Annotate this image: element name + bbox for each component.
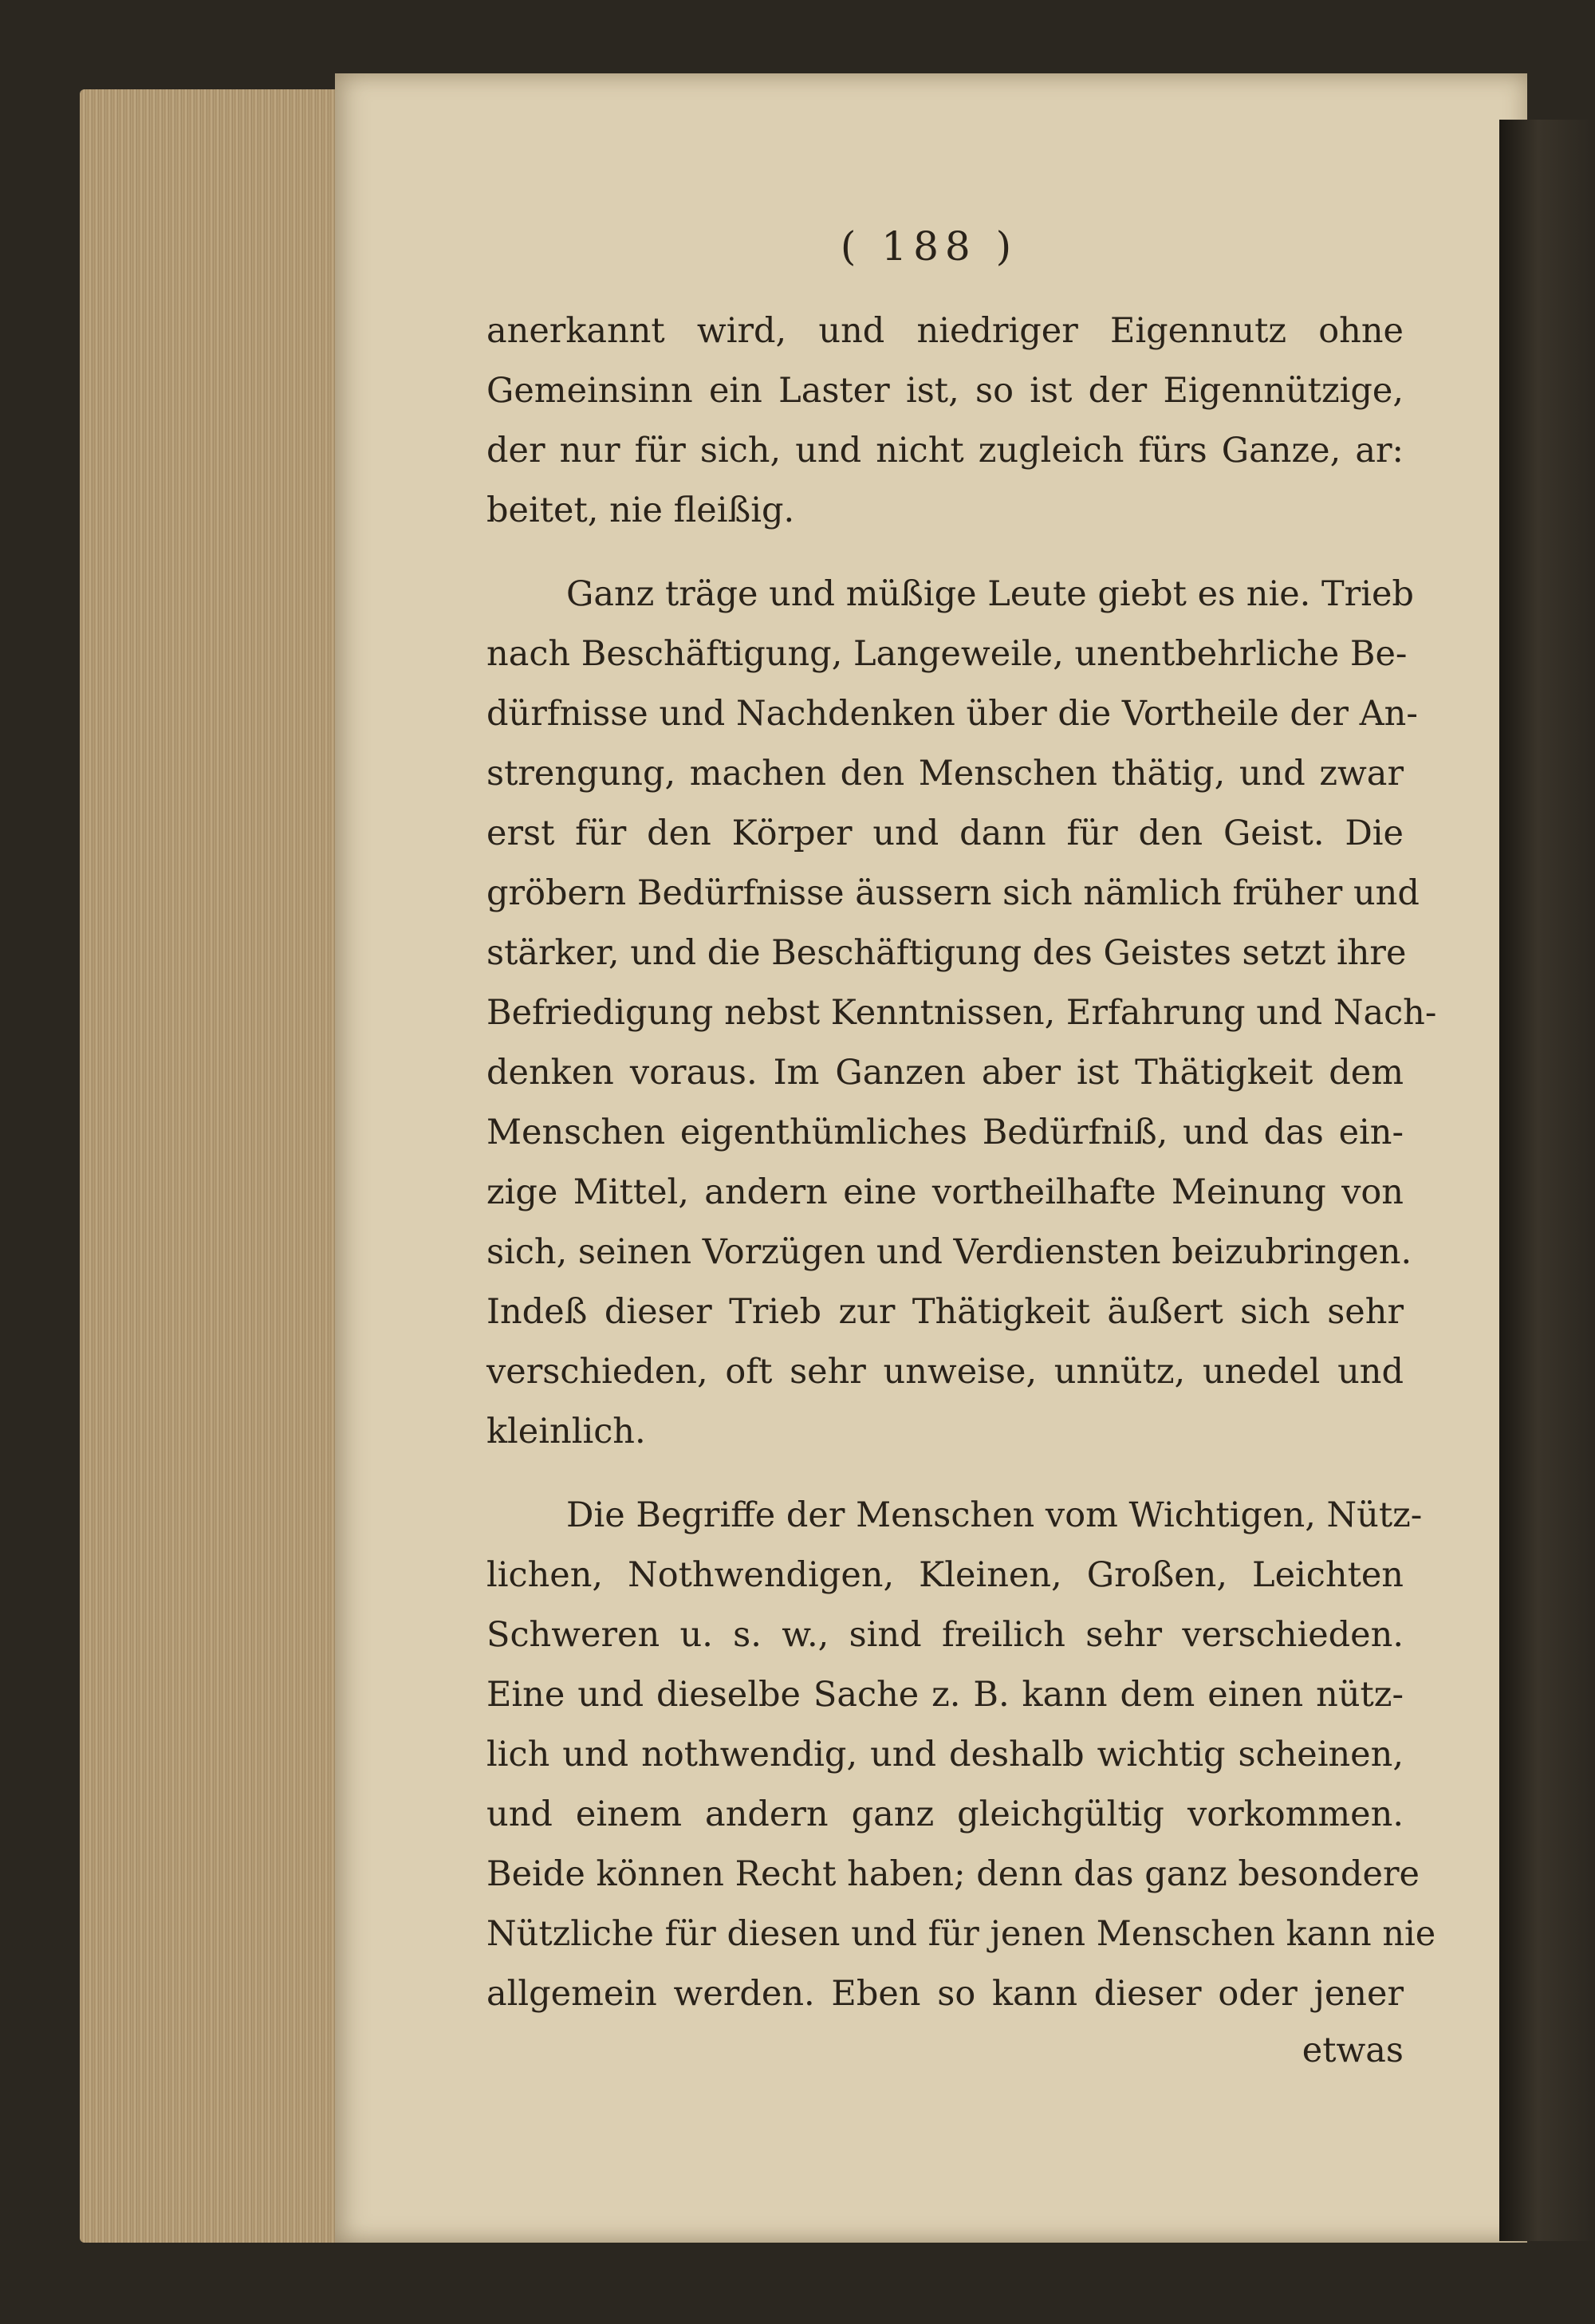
text-line: stärker, und die Beschäftigung des Geistes setzt ihre	[486, 933, 1407, 973]
text-line: Schweren u. s. w., sind freilich sehr verschieden.	[486, 1615, 1404, 1655]
text-line: Gemeinsinn ein Laster ist, so ist der Eigennützige,	[486, 371, 1404, 411]
page-number: ( 188 )	[840, 223, 1018, 270]
text-line: Ganz träge und müßige Leute giebt es nie. Trieb	[566, 574, 1414, 614]
page-text	[486, 223, 1437, 2081]
text-line: lich und nothwendig, und deshalb wichtig scheinen,	[486, 1735, 1404, 1775]
text-line: Befriedigung nebst Kenntnissen, Erfahrung und Nach-	[486, 993, 1437, 1033]
text-line: anerkannt wird, und niedriger Eigennutz ohne	[486, 311, 1404, 351]
text-line: Eine und dieselbe Sache z. B. kann dem einen nütz-	[486, 1675, 1404, 1715]
text-line: Menschen eigenthümliches Bedürfniß, und das ein-	[486, 1113, 1404, 1152]
text-line: dürfnisse und Nachdenken über die Vortheile der An-	[486, 694, 1418, 734]
text-line: Die Begriffe der Menschen vom Wichtigen, Nütz-	[566, 1495, 1423, 1535]
paragraph-1	[486, 301, 1404, 541]
text-line: kleinlich.	[486, 1412, 646, 1452]
text-line: strengung, machen den Menschen thätig, und zwar	[486, 754, 1404, 794]
text-line: der nur für sich, und nicht zugleich fürs Ganze, ar:	[486, 431, 1404, 471]
paragraph-2	[486, 565, 1437, 1462]
text-line: nach Beschäftigung, Langeweile, unentbehrliche Be-	[486, 634, 1408, 674]
text-line: Beide können Recht haben; denn das ganz besondere	[486, 1854, 1420, 1894]
text-line: sich, seinen Vorzügen und Verdiensten beizubringen.	[486, 1232, 1412, 1272]
text-line: allgemein werden. Eben so kann dieser oder jener	[486, 1974, 1404, 2014]
text-line: denken voraus. Im Ganzen aber ist Thätigkeit dem	[486, 1053, 1404, 1093]
text-line: erst für den Körper und dann für den Geist. Die	[486, 813, 1404, 853]
paragraph-3	[486, 1486, 1436, 2024]
text-line: Nützliche für diesen und für jenen Menschen kann nie	[486, 1914, 1436, 1954]
text-line: und einem andern ganz gleichgültig vorkommen.	[486, 1794, 1404, 1834]
page-edges	[80, 89, 355, 2243]
text-line: gröbern Bedürfnisse äussern sich nämlich früher und	[486, 873, 1420, 913]
book-gutter	[1499, 120, 1595, 2241]
text-line: Indeß dieser Trieb zur Thätigkeit äußert sich sehr	[486, 1292, 1404, 1332]
catchword: etwas	[1302, 2031, 1404, 2070]
text-line: beitet, nie fleißig.	[486, 490, 795, 530]
text-line: verschieden, oft sehr unweise, unnütz, unedel und	[486, 1352, 1404, 1392]
text-line: zige Mittel, andern eine vortheilhafte Meinung von	[486, 1172, 1404, 1212]
text-line: lichen, Nothwendigen, Kleinen, Großen, Leichten	[486, 1555, 1404, 1595]
